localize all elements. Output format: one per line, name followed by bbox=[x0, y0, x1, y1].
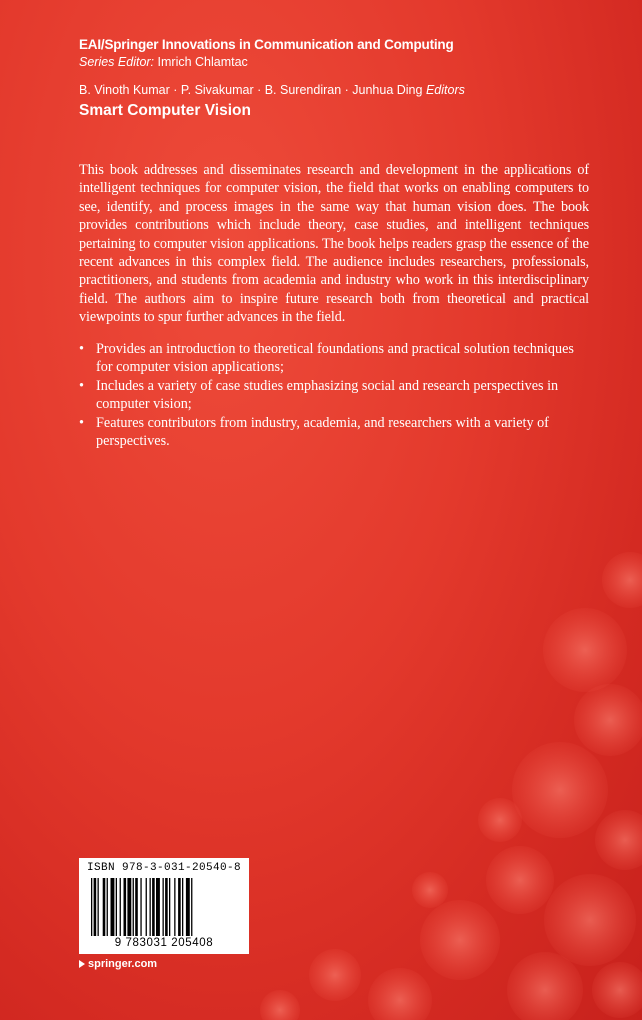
list-item bbox=[79, 414, 591, 451]
series-editor-name: Imrich Chlamtac bbox=[157, 55, 248, 69]
bullet-icon: • bbox=[79, 341, 84, 357]
barcode-bar bbox=[165, 878, 168, 936]
series-editor-label: Series Editor: bbox=[79, 55, 155, 69]
series-title: EAI/Springer Innovations in Communication and Computing bbox=[79, 37, 454, 52]
header-block bbox=[79, 36, 622, 121]
barcode-bar bbox=[146, 878, 147, 936]
barcode-bar bbox=[111, 878, 115, 936]
editors-line bbox=[79, 82, 622, 99]
barcode-bar bbox=[133, 878, 134, 936]
barcode-bar bbox=[152, 878, 155, 936]
editors-names: B. Vinoth Kumar · P. Sivakumar · B. Surendiran · Junhua Ding bbox=[79, 83, 423, 97]
list-item-text: Features contributors from industry, academia, and researchers with a variety of perspectives. bbox=[96, 414, 549, 450]
isbn-barcode bbox=[79, 858, 249, 954]
barcode-bar bbox=[91, 878, 92, 936]
book-title: Smart Computer Vision bbox=[79, 102, 251, 119]
barcode-bar bbox=[107, 878, 108, 936]
bullet-icon: • bbox=[79, 377, 84, 394]
barcode-bar bbox=[103, 878, 106, 936]
abstract-text: This book addresses and disseminates research and development in the applications of intelligent techniques for computer vision, the field that works on enabling computers to see, identify, and process images in the same way that human vision does. The book provides contributions which include theory, case studies, and intelligent techniques pertaining to computer vision applications. The book helps readers grasp the essence of the recent advances in this complex field. The audience includes researchers, professionals, practitioners, and students from academia and industry who work in this interdisciplinary field. The authors aim to inspire future research both from theoretical and practical viewpoints to spur further advances in the field. bbox=[79, 162, 589, 326]
list-item bbox=[79, 340, 591, 377]
barcode-bar bbox=[94, 878, 97, 936]
series-editor bbox=[79, 54, 622, 71]
list-item-text: Provides an introduction to theoretical foundations and practical solution techniques for computer vision applications; bbox=[96, 341, 574, 376]
barcode-bar bbox=[182, 878, 183, 936]
list-item bbox=[79, 377, 591, 414]
barcode-bar bbox=[150, 878, 151, 936]
barcode-digits: 9 783031 205408 bbox=[114, 937, 214, 949]
barcode-bar bbox=[116, 878, 117, 936]
arrow-right-icon bbox=[79, 960, 85, 968]
bullet-icon: • bbox=[79, 414, 84, 431]
barcode-bar bbox=[156, 878, 160, 936]
barcode-bar bbox=[135, 878, 138, 936]
barcode-bar bbox=[140, 878, 141, 936]
barcode-bar bbox=[178, 878, 181, 936]
barcode-bar bbox=[163, 878, 164, 936]
barcode-bar bbox=[169, 878, 170, 936]
barcode-bar bbox=[98, 878, 99, 936]
barcode-bar bbox=[127, 878, 131, 936]
barcode-bar bbox=[191, 878, 192, 936]
barcode-bar bbox=[120, 878, 121, 936]
springer-link-text: springer.com bbox=[88, 958, 158, 970]
barcode-icon bbox=[89, 878, 239, 936]
feature-list bbox=[79, 340, 591, 450]
barcode-bar bbox=[124, 878, 127, 936]
springer-link[interactable] bbox=[79, 958, 157, 970]
editors-label: Editors bbox=[425, 83, 465, 97]
barcode-bar bbox=[186, 878, 190, 936]
barcode-bar bbox=[174, 878, 175, 936]
list-item-text: Includes a variety of case studies emphasizing social and research perspectives in computer vision; bbox=[96, 377, 559, 413]
isbn-text: ISBN 978-3-031-20540-8 bbox=[86, 862, 242, 874]
